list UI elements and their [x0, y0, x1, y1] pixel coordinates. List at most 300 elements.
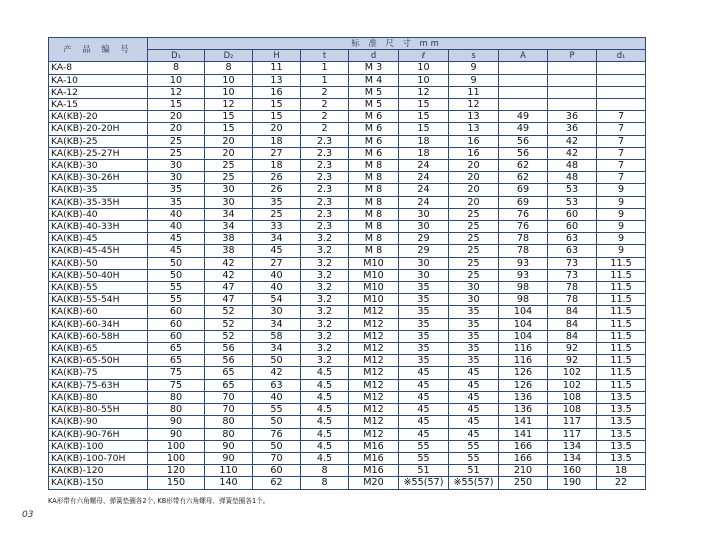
dimension-cell: M12 [349, 343, 399, 355]
table-row [49, 184, 646, 196]
dimension-cell: 13 [449, 111, 499, 123]
dimension-cell: 45 [449, 379, 499, 391]
dimension-cell: 38 [205, 245, 253, 257]
dimension-cell: 80 [205, 416, 253, 428]
dimension-cell: 27 [253, 257, 301, 269]
dimension-cell: 45 [148, 245, 205, 257]
dimension-cell: 15 [399, 111, 449, 123]
dimension-cell: M 5 [349, 99, 399, 111]
dimension-cell: 40 [253, 282, 301, 294]
dimension-cell: 35 [399, 306, 449, 318]
dimension-cell: 50 [253, 440, 301, 452]
dimension-cell: 117 [548, 416, 597, 428]
dimension-cell: 56 [205, 355, 253, 367]
dimension-cell: 30 [449, 282, 499, 294]
dimension-cell: 25 [148, 147, 205, 159]
dimension-cell: 7 [597, 172, 646, 184]
dimension-cell: 35 [449, 318, 499, 330]
product-code-cell: KA(KB)-30 [49, 160, 148, 172]
dimension-cell: 78 [499, 245, 548, 257]
dimension-cell: 30 [399, 208, 449, 220]
dimension-cell: 65 [205, 367, 253, 379]
dimension-cell: 45 [148, 233, 205, 245]
dimension-cell: 25 [449, 245, 499, 257]
dimension-cell [597, 62, 646, 74]
dimension-cell: 60 [148, 306, 205, 318]
dimension-cell: 45 [449, 367, 499, 379]
dimension-cell: 18 [253, 160, 301, 172]
dimension-cell: 56 [499, 147, 548, 159]
col-header-t: t [301, 50, 349, 62]
dimension-cell: 65 [205, 379, 253, 391]
dimension-cell: 78 [499, 233, 548, 245]
dimension-cell: 4.5 [301, 404, 349, 416]
dimension-cell: 42 [205, 269, 253, 281]
dimension-cell: 76 [499, 221, 548, 233]
dimension-cell: 30 [205, 184, 253, 196]
dimension-cell: 93 [499, 257, 548, 269]
dimension-cell: M12 [349, 306, 399, 318]
dimension-cell: 45 [449, 416, 499, 428]
dimension-cell: 48 [548, 172, 597, 184]
dimension-cell: 35 [399, 318, 449, 330]
dimension-cell: 3.2 [301, 269, 349, 281]
dimension-cell: 35 [449, 330, 499, 342]
product-code-cell: KA(KB)-50-40H [49, 269, 148, 281]
dimension-cell: 16 [449, 147, 499, 159]
dimension-cell: 78 [548, 282, 597, 294]
dimension-cell: 11.5 [597, 355, 646, 367]
dimension-cell: 2.3 [301, 221, 349, 233]
dimension-cell: 51 [399, 465, 449, 477]
product-code-cell: KA-10 [49, 74, 148, 86]
dimension-cell: 3.2 [301, 330, 349, 342]
dimension-cell: 15 [399, 123, 449, 135]
product-code-cell: KA(KB)-45 [49, 233, 148, 245]
dimension-cell: 60 [548, 208, 597, 220]
col-header-d2: D₂ [205, 50, 253, 62]
dimension-cell [499, 86, 548, 98]
dimension-cell: 250 [499, 477, 548, 489]
product-code-cell: KA-8 [49, 62, 148, 74]
product-code-cell: KA(KB)-80 [49, 391, 148, 403]
product-code-cell: KA(KB)-100-70H [49, 452, 148, 464]
product-code-cell: KA(KB)-120 [49, 465, 148, 477]
product-code-cell: KA-15 [49, 99, 148, 111]
dimension-cell: 11.5 [597, 330, 646, 342]
table-row [49, 452, 646, 464]
dimension-cell: 3.2 [301, 343, 349, 355]
table-row [49, 111, 646, 123]
dimension-cell: M 3 [349, 62, 399, 74]
dimension-cell: 90 [205, 440, 253, 452]
dimension-cell: 8 [301, 477, 349, 489]
product-code-cell: KA(KB)-65-50H [49, 355, 148, 367]
dimension-cell: M10 [349, 294, 399, 306]
dimension-cell: M16 [349, 440, 399, 452]
dimension-cell: M12 [349, 318, 399, 330]
dimension-cell: 25 [449, 221, 499, 233]
dimension-cell: 11.5 [597, 282, 646, 294]
dimension-cell: 47 [205, 294, 253, 306]
dimension-cell: 47 [205, 282, 253, 294]
dimension-cell: 75 [148, 379, 205, 391]
dimension-cell: 11.5 [597, 294, 646, 306]
dimension-cell: 29 [399, 245, 449, 257]
dimension-cell: 80 [205, 428, 253, 440]
dimension-cell: M10 [349, 257, 399, 269]
dimension-cell: 62 [499, 160, 548, 172]
product-code-cell: KA(KB)-20 [49, 111, 148, 123]
dimension-cell: 26 [253, 184, 301, 196]
dimension-cell: 45 [253, 245, 301, 257]
dimension-cell: 25 [449, 208, 499, 220]
table-row [49, 440, 646, 452]
dimension-cell: M 8 [349, 196, 399, 208]
dimension-cell: 84 [548, 318, 597, 330]
dimension-cell: 42 [548, 135, 597, 147]
dimension-cell: 60 [548, 221, 597, 233]
dimension-cell: 35 [148, 184, 205, 196]
col-header-s: s [449, 50, 499, 62]
dimension-cell: 12 [205, 99, 253, 111]
dimension-cell: M12 [349, 330, 399, 342]
table-row [49, 477, 646, 489]
dimension-cell: 140 [205, 477, 253, 489]
dimension-cell: 20 [449, 196, 499, 208]
dimension-cell: 34 [205, 208, 253, 220]
dimension-cell: M 6 [349, 147, 399, 159]
dimension-cell: 4.5 [301, 440, 349, 452]
dimension-cell: 93 [499, 269, 548, 281]
dimension-cell: 48 [548, 160, 597, 172]
dimension-cell: 25 [449, 257, 499, 269]
header-row-1 [49, 38, 646, 50]
dimension-cell: 35 [399, 355, 449, 367]
dimension-cell: 27 [253, 147, 301, 159]
dimension-cell: 13.5 [597, 416, 646, 428]
dimension-cell: 54 [253, 294, 301, 306]
dimension-cell: 55 [449, 452, 499, 464]
dimension-cell: 58 [253, 330, 301, 342]
dimension-cell: 36 [548, 123, 597, 135]
dimension-cell: 9 [449, 74, 499, 86]
dimension-cell: 2 [301, 86, 349, 98]
dimension-cell: 3.2 [301, 257, 349, 269]
dimension-cell: 1 [301, 74, 349, 86]
dimension-cell: 70 [205, 404, 253, 416]
dimension-cell: 55 [148, 282, 205, 294]
dimension-cell: 40 [148, 221, 205, 233]
dimension-cell: 10 [399, 74, 449, 86]
dimension-cell: M12 [349, 379, 399, 391]
dimension-cell: 11 [253, 62, 301, 74]
table-row [49, 123, 646, 135]
dimension-cell: 2.3 [301, 196, 349, 208]
col-header-h: H [253, 50, 301, 62]
dimension-cell: 2.3 [301, 160, 349, 172]
dimension-cell: 210 [499, 465, 548, 477]
dimension-cell: 8 [205, 62, 253, 74]
dimension-cell: 102 [548, 379, 597, 391]
dimension-cell: 35 [399, 294, 449, 306]
product-code-cell: KA(KB)-65 [49, 343, 148, 355]
table-row [49, 306, 646, 318]
dimension-cell: M16 [349, 452, 399, 464]
dimension-cell: 20 [449, 160, 499, 172]
product-code-cell: KA(KB)-20-20H [49, 123, 148, 135]
dimension-cell: 3.2 [301, 245, 349, 257]
dimension-cell: 65 [148, 343, 205, 355]
dimension-cell: 190 [548, 477, 597, 489]
dimension-cell: 7 [597, 160, 646, 172]
table-row [49, 355, 646, 367]
table-row [49, 282, 646, 294]
dimension-cell: M 6 [349, 135, 399, 147]
dimension-cell: 98 [499, 294, 548, 306]
product-code-cell: KA(KB)-35-35H [49, 196, 148, 208]
spec-table-container [48, 37, 645, 490]
product-code-cell: KA(KB)-90-76H [49, 428, 148, 440]
dimension-cell: 12 [399, 86, 449, 98]
table-row [49, 294, 646, 306]
dimension-cell: 62 [253, 477, 301, 489]
dimension-cell: 90 [148, 428, 205, 440]
dimension-cell: 25 [253, 208, 301, 220]
table-row [49, 343, 646, 355]
dimension-cell: 13.5 [597, 440, 646, 452]
dimension-cell: 134 [548, 452, 597, 464]
dimension-cell: 40 [148, 208, 205, 220]
dimension-cell: 4.5 [301, 452, 349, 464]
dimension-cell: 45 [399, 367, 449, 379]
dimension-cell: 35 [449, 355, 499, 367]
dimension-cell: 3.2 [301, 282, 349, 294]
dimension-cell: 35 [449, 306, 499, 318]
dimension-cell: M 8 [349, 245, 399, 257]
dimension-cell: 102 [548, 367, 597, 379]
dimension-cell: 11.5 [597, 257, 646, 269]
dimension-cell: 9 [597, 245, 646, 257]
dimension-cell: 92 [548, 343, 597, 355]
dimension-cell: 49 [499, 111, 548, 123]
dimension-cell: 25 [205, 160, 253, 172]
table-row [49, 367, 646, 379]
col-header-d1-hole: d₁ [597, 50, 646, 62]
dimension-cell: 36 [548, 111, 597, 123]
dimension-cell: 116 [499, 343, 548, 355]
dimension-cell: M 8 [349, 160, 399, 172]
table-row [49, 379, 646, 391]
table-row [49, 221, 646, 233]
dimension-cell: 20 [253, 123, 301, 135]
table-row [49, 318, 646, 330]
dimension-cell [548, 99, 597, 111]
table-row [49, 172, 646, 184]
dimension-cell: 52 [205, 306, 253, 318]
col-header-l: ℓ [399, 50, 449, 62]
dimension-cell: 80 [148, 404, 205, 416]
dimension-cell: 116 [499, 355, 548, 367]
dimension-cell: 9 [597, 184, 646, 196]
dimension-cell: M12 [349, 367, 399, 379]
dimension-cell: 76 [253, 428, 301, 440]
dimension-cell: 70 [253, 452, 301, 464]
product-code-cell: KA(KB)-25 [49, 135, 148, 147]
footnote: KA形带有六角螺母、弹簧垫圈各2个, KB形带有六角螺母、弹簧垫圈各1个。 [48, 497, 270, 505]
dimension-cell: 45 [399, 379, 449, 391]
dimension-cell: 20 [148, 111, 205, 123]
spec-table [48, 37, 646, 490]
dimension-cell: 65 [148, 355, 205, 367]
table-row [49, 465, 646, 477]
dimension-cell [499, 99, 548, 111]
dimension-cell: 55 [449, 440, 499, 452]
dimension-cell: 104 [499, 318, 548, 330]
dimension-cell: 49 [499, 123, 548, 135]
dimension-cell: 45 [399, 404, 449, 416]
dimension-cell: 13.5 [597, 391, 646, 403]
dimension-cell [548, 74, 597, 86]
dimension-cell: 7 [597, 147, 646, 159]
dimension-cell: 90 [148, 416, 205, 428]
product-code-cell: KA(KB)-25-27H [49, 147, 148, 159]
dimension-cell: M 8 [349, 233, 399, 245]
product-code-cell: KA(KB)-50 [49, 257, 148, 269]
dimension-cell: 126 [499, 367, 548, 379]
dimension-cell: 50 [148, 269, 205, 281]
table-row [49, 416, 646, 428]
dimension-cell: 35 [148, 196, 205, 208]
dimension-cell: 15 [399, 99, 449, 111]
dimension-cell: 3.2 [301, 318, 349, 330]
dimension-cell: 80 [148, 391, 205, 403]
dimension-cell: 16 [253, 86, 301, 98]
dimension-cell: 50 [253, 355, 301, 367]
dimension-cell: 42 [205, 257, 253, 269]
table-row [49, 135, 646, 147]
table-row [49, 404, 646, 416]
product-code-cell: KA(KB)-60 [49, 306, 148, 318]
dimension-cell: M 8 [349, 172, 399, 184]
dimension-cell: 29 [399, 233, 449, 245]
dimension-cell: 9 [597, 196, 646, 208]
table-row [49, 233, 646, 245]
dimension-cell: 8 [148, 62, 205, 74]
dimension-cell: M12 [349, 391, 399, 403]
dimension-cell: 24 [399, 172, 449, 184]
dimension-cell: 51 [449, 465, 499, 477]
dimension-cell: 30 [253, 306, 301, 318]
dimension-cell: 10 [205, 74, 253, 86]
dimension-cell: 16 [449, 135, 499, 147]
product-code-cell: KA(KB)-150 [49, 477, 148, 489]
dimension-cell: 75 [148, 367, 205, 379]
dimension-cell: 45 [399, 428, 449, 440]
dimension-cell: 84 [548, 330, 597, 342]
dimension-cell: 40 [253, 269, 301, 281]
dimension-cell: M 6 [349, 123, 399, 135]
dimension-cell: M12 [349, 355, 399, 367]
table-row [49, 428, 646, 440]
dimension-cell: 18 [399, 135, 449, 147]
dimension-cell: 92 [548, 355, 597, 367]
dimension-cell: 30 [205, 196, 253, 208]
dimension-cell: 45 [449, 404, 499, 416]
dimension-cell: 7 [597, 111, 646, 123]
dimension-cell: 4.5 [301, 379, 349, 391]
dimension-cell: 76 [499, 208, 548, 220]
table-row [49, 99, 646, 111]
dimension-cell: 2.3 [301, 172, 349, 184]
dimension-cell: 25 [148, 135, 205, 147]
dimension-cell: 11 [449, 86, 499, 98]
dimension-cell: 1 [301, 62, 349, 74]
dimension-cell: M12 [349, 428, 399, 440]
dimension-cell: 2 [301, 123, 349, 135]
product-code-cell: KA(KB)-75-63H [49, 379, 148, 391]
dimension-cell [499, 62, 548, 74]
dimension-cell: 20 [205, 147, 253, 159]
dimension-cell: 42 [548, 147, 597, 159]
dimension-cell: 20 [449, 172, 499, 184]
dimension-cell: 63 [548, 245, 597, 257]
dimension-cell: 20 [148, 123, 205, 135]
dimension-cell: 100 [148, 440, 205, 452]
col-header-d1: D₁ [148, 50, 205, 62]
dimension-cell: 8 [301, 465, 349, 477]
dimension-cell: 15 [205, 123, 253, 135]
dimension-cell: 25 [449, 269, 499, 281]
dimension-cell: 11.5 [597, 269, 646, 281]
table-row [49, 245, 646, 257]
dimension-cell: 9 [449, 62, 499, 74]
dimension-cell: 60 [148, 318, 205, 330]
dimension-cell: 34 [253, 343, 301, 355]
dimension-cell [597, 74, 646, 86]
dimension-cell: 18 [253, 135, 301, 147]
dimension-cell: 50 [253, 416, 301, 428]
product-code-cell: KA(KB)-75 [49, 367, 148, 379]
dimension-cell: 141 [499, 428, 548, 440]
dimension-cell: 9 [597, 208, 646, 220]
product-code-cell: KA(KB)-35 [49, 184, 148, 196]
dimension-cell: 136 [499, 404, 548, 416]
dimension-cell: 90 [205, 452, 253, 464]
dimension-cell: 3.2 [301, 355, 349, 367]
dimension-cell: 18 [597, 465, 646, 477]
dimension-cell: 42 [253, 367, 301, 379]
dimension-cell: 15 [253, 99, 301, 111]
dimension-cell: 108 [548, 391, 597, 403]
dimension-cell: M16 [349, 465, 399, 477]
dimension-cell: 4.5 [301, 428, 349, 440]
dimension-cell: 11.5 [597, 343, 646, 355]
dimension-cell: 45 [399, 416, 449, 428]
dimension-cell: M12 [349, 404, 399, 416]
dimension-cell: 53 [548, 184, 597, 196]
dimension-cell: 63 [548, 233, 597, 245]
table-row [49, 208, 646, 220]
dimension-cell: 11.5 [597, 318, 646, 330]
dimension-cell: 166 [499, 452, 548, 464]
product-code-header: 产 品 编 号 [49, 38, 148, 62]
dimension-cell [548, 86, 597, 98]
dimension-cell: M 8 [349, 221, 399, 233]
dimension-cell: 69 [499, 196, 548, 208]
table-row [49, 330, 646, 342]
dimension-cell: 30 [148, 160, 205, 172]
